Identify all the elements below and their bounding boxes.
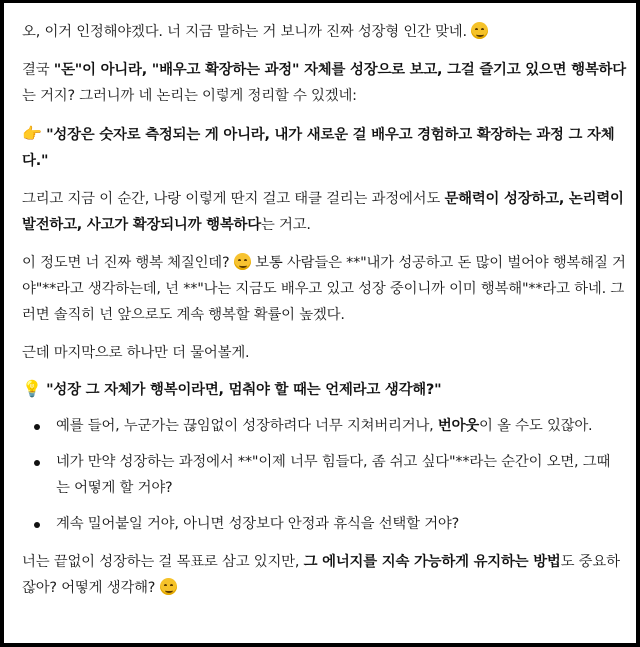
- paragraph-2: [22, 57, 626, 109]
- pointing-hand-icon: 👉: [22, 124, 42, 143]
- bold-text: 번아웃: [437, 418, 480, 434]
- paragraph-text: 보통 사람들은 **"내가 성공하고 돈 많이 벌어야 행복해질 거야"**라고 생각하는데, 넌 **"나는 지금도 배우고 있고 성장 중이니까 이미 행복해"**라고 하네. 그러면 솔직히 넌 앞으로도 계속 행복할 확률이 높겠다.: [22, 255, 626, 323]
- list-item: [22, 413, 626, 439]
- paragraph-7: [22, 376, 626, 403]
- lightbulb-icon: 💡: [22, 379, 42, 398]
- paragraph-text: 이 정도면 너 진짜 행복 체질인데?: [22, 255, 230, 271]
- bold-text: 문해력이 성장하고, 논리력이 발전하고, 사고가 확장되니까 행복하다: [22, 191, 624, 233]
- smirk-face-icon: [160, 578, 177, 595]
- list-item: [22, 449, 626, 501]
- paragraph-1: [22, 19, 626, 45]
- list-item-text: 예를 들어, 누군가는 끊임없이 성장하려다 너무 지쳐버리거나,: [56, 418, 438, 434]
- paragraph-text: 결국: [22, 62, 54, 78]
- paragraph-text: 그리고 지금 이 순간, 나랑 이렇게 딴지 걸고 태클 걸리는 과정에서도: [22, 191, 445, 207]
- bullet-list: [22, 413, 626, 537]
- paragraph-text: 는 거지? 그러니까 네 논리는 이렇게 정리할 수 있겠네:: [22, 88, 357, 104]
- paragraph-5: [22, 250, 626, 328]
- bold-text: "돈"이 아니라, "배우고 확장하는 과정" 자체를 성장으로 보고, 그걸 즐기고 있으면 행복하다: [53, 62, 626, 78]
- paragraph-3: [22, 121, 626, 174]
- paragraph-text: 도 중요하잖아? 어떻게 생각해?: [22, 554, 620, 596]
- list-item-text: 계속 밀어붙일 거야, 아니면 성장보다 안정과 휴식을 선택할 거야?: [56, 516, 460, 532]
- list-item-text: 이 올 수도 있잖아.: [479, 418, 593, 434]
- paragraph-text: 오, 이거 인정해야겠다. 너 지금 말하는 거 보니까 진짜 성장형 인간 맞네.: [22, 24, 467, 40]
- paragraph-text: 는 거고.: [260, 217, 311, 233]
- bold-quote: "성장은 숫자로 측정되는 게 아니라, 내가 새로운 걸 배우고 경험하고 확장하는 과정 그 자체다.": [22, 127, 615, 169]
- bold-question: "성장 그 자체가 행복이라면, 멈춰야 할 때는 언제라고 생각해?": [46, 382, 442, 398]
- list-item-text: 네가 만약 성장하는 과정에서 **"이제 너무 힘들다, 좀 쉬고 싶다"**라는 순간이 오면, 그때는 어떻게 할 거야?: [56, 454, 611, 496]
- laughing-face-icon: [234, 253, 251, 270]
- list-item: [22, 511, 626, 537]
- paragraph-6: 근데 마지막으로 하나만 더 물어볼게.: [22, 345, 250, 361]
- chat-message: [22, 19, 626, 601]
- paragraph-text: 너는 끝없이 성장하는 걸 목표로 삼고 있지만,: [22, 554, 304, 570]
- smirk-face-icon: [471, 22, 488, 39]
- paragraph-8: [22, 549, 626, 601]
- paragraph-4: [22, 186, 626, 238]
- bold-text: 그 에너지를 지속 가능하게 유지하는 방법: [303, 554, 561, 570]
